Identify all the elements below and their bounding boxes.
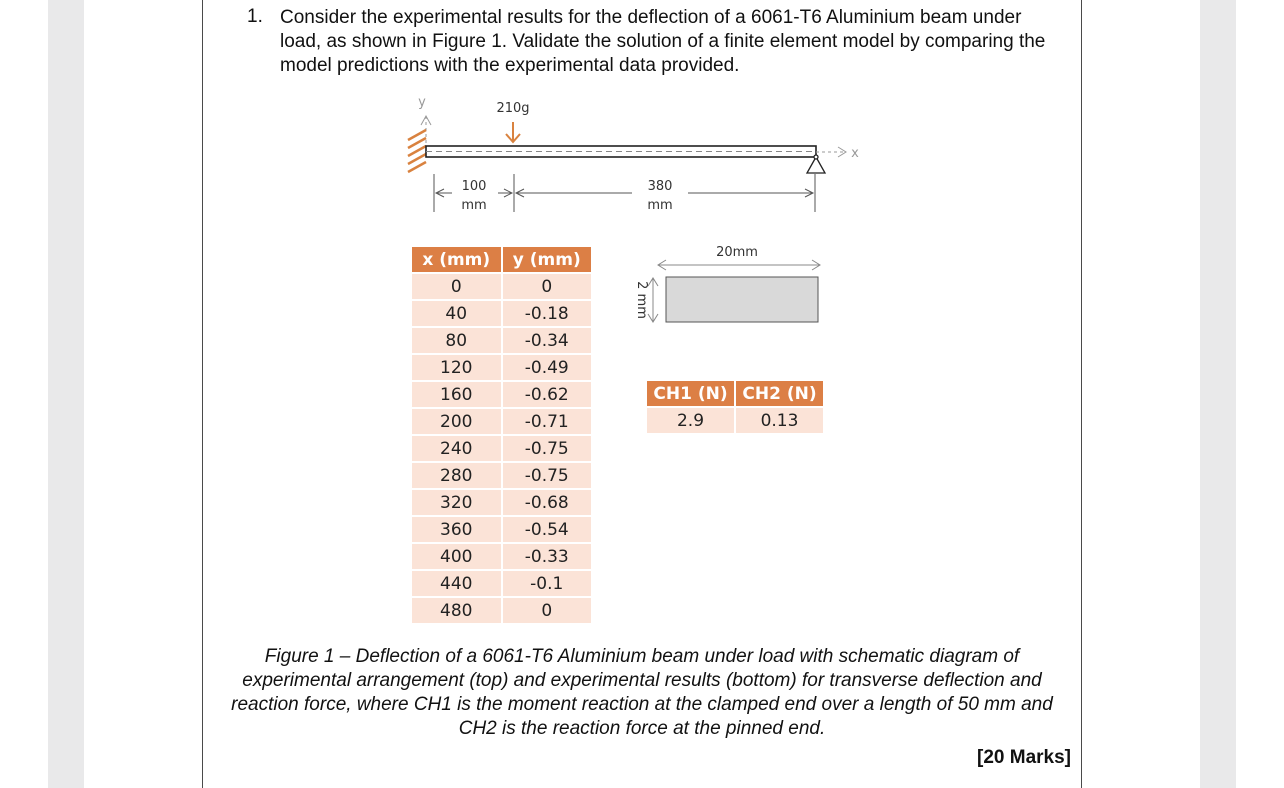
dim2-unit: mm — [647, 198, 673, 213]
cell-x: 80 — [412, 327, 502, 354]
cell-x: 200 — [412, 408, 502, 435]
cell-y: -0.1 — [502, 570, 592, 597]
cell-x: 40 — [412, 300, 502, 327]
question-number: 1. — [247, 6, 263, 27]
dim1-unit: mm — [461, 198, 487, 213]
cell-x: 320 — [412, 489, 502, 516]
header-ch2: CH2 (N) — [735, 381, 823, 407]
table-row — [412, 435, 591, 462]
question-text: Consider the experimental results for the deflection of a 6061-T6 Aluminium beam under load, as shown in Figure 1. Validate the solution of a finite element model by comparing the model predictions with the experimental data provided. — [280, 7, 1046, 76]
table-row — [412, 354, 591, 381]
header-y: y (mm) — [502, 247, 592, 273]
clamped-support-icon — [408, 130, 426, 172]
left-margin — [0, 0, 48, 788]
cell-x: 240 — [412, 435, 502, 462]
cell-y: -0.71 — [502, 408, 592, 435]
table-row — [412, 543, 591, 570]
cell-y: -0.68 — [502, 489, 592, 516]
load-arrow-icon — [506, 122, 520, 142]
header-x: x (mm) — [412, 247, 502, 273]
cell-y: 0 — [502, 273, 592, 300]
table-row — [412, 597, 591, 623]
cell-y: -0.54 — [502, 516, 592, 543]
table-row — [412, 408, 591, 435]
cell-x: 440 — [412, 570, 502, 597]
cell-x: 280 — [412, 462, 502, 489]
cell-y: -0.18 — [502, 300, 592, 327]
width-label: 20mm — [716, 245, 758, 260]
cell-x: 160 — [412, 381, 502, 408]
table-row — [412, 273, 591, 300]
table-row — [647, 407, 823, 433]
x-axis-label: x — [851, 146, 859, 161]
table-row — [412, 462, 591, 489]
table-header-row — [647, 381, 823, 407]
table-header-row — [412, 247, 591, 273]
cell-y: -0.34 — [502, 327, 592, 354]
cell-ch1: 2.9 — [647, 407, 735, 433]
table-row — [412, 300, 591, 327]
table-row — [412, 570, 591, 597]
page-left-border — [202, 0, 203, 788]
right-margin — [1236, 0, 1284, 788]
figure-caption: Figure 1 – Deflection of a 6061-T6 Aluminium beam under load with schematic diagram of experimental arrangement (top) and experimental results (bottom) for transverse deflection and reaction force, where CH1 is the moment reaction at the clamped end over a length of 50 mm and CH2 is the reaction force at the pinned end. — [231, 646, 1053, 739]
cell-x: 360 — [412, 516, 502, 543]
dim1-value: 100 — [461, 179, 487, 194]
cross-section — [666, 277, 818, 322]
dim2-value: 380 — [647, 179, 673, 194]
load-label: 210g — [496, 101, 530, 116]
table-row — [412, 327, 591, 354]
cell-y: -0.75 — [502, 462, 592, 489]
table-row — [412, 516, 591, 543]
deflection-table — [412, 247, 591, 623]
width-dimension-arrow — [658, 260, 820, 270]
cell-x: 120 — [412, 354, 502, 381]
header-ch1: CH1 (N) — [647, 381, 735, 407]
table-row — [412, 381, 591, 408]
cell-y: -0.49 — [502, 354, 592, 381]
right-gray-band — [1200, 0, 1236, 788]
left-gray-band — [48, 0, 84, 788]
cell-ch2: 0.13 — [735, 407, 823, 433]
marks-label: [20 Marks] — [977, 747, 1071, 768]
cell-x: 0 — [412, 273, 502, 300]
dimension-lines — [434, 174, 815, 212]
cell-x: 480 — [412, 597, 502, 623]
page-right-border — [1081, 0, 1082, 788]
height-label: 2 mm — [634, 281, 649, 319]
reaction-table — [647, 381, 823, 433]
cell-y: -0.33 — [502, 543, 592, 570]
cell-y: -0.62 — [502, 381, 592, 408]
y-axis-label: y — [418, 95, 426, 110]
cell-x: 400 — [412, 543, 502, 570]
cell-y: 0 — [502, 597, 592, 623]
x-axis-arrow — [816, 147, 846, 157]
cell-y: -0.75 — [502, 435, 592, 462]
table-row — [412, 489, 591, 516]
